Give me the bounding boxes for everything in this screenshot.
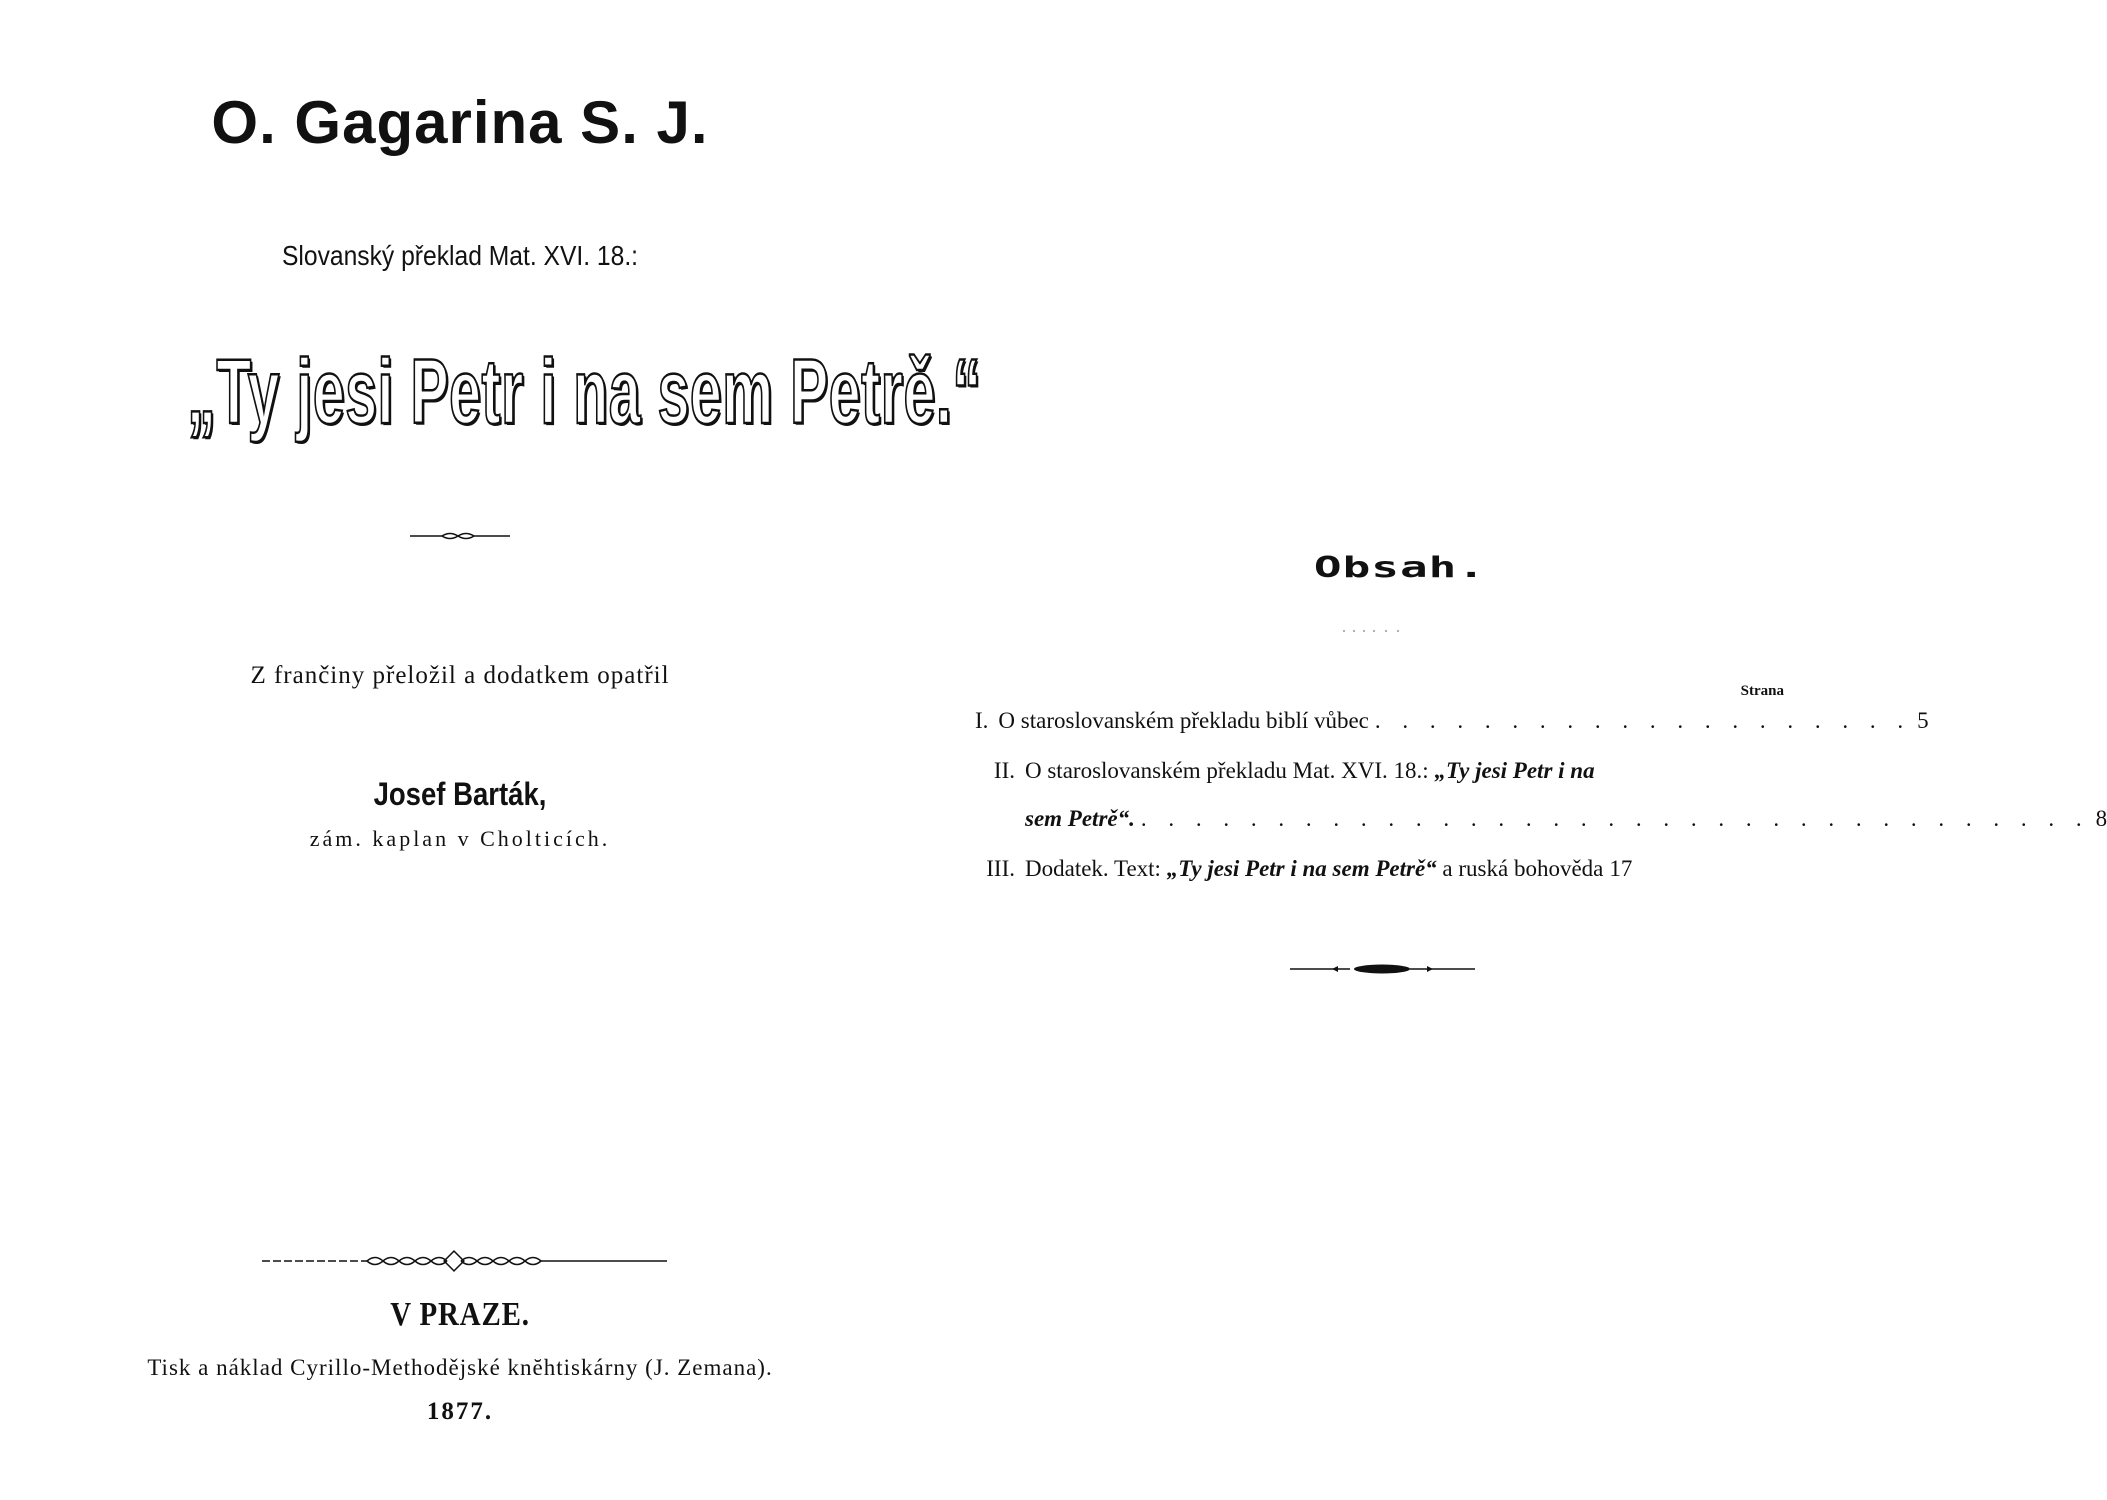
publication-place: V PRAZE. (390, 1296, 530, 1333)
contents-heading: Obsah. (1313, 550, 1487, 584)
toc-entry-number: II. (993, 758, 1015, 783)
translator-line: Z frančiny přeložil a dodatkem opatřil (250, 662, 670, 689)
subtitle: Slovanský překlad Mat. XVI. 18.: (281, 240, 639, 271)
contents-divider-ornament (1290, 962, 1475, 976)
toc-entry-page: 17 (1609, 856, 1633, 881)
small-divider-ornament (410, 530, 510, 542)
publisher-line: Tisk a náklad Cyrillo-Methodějské knĕhtiskárny (J. Zemana). (147, 1355, 773, 1380)
toc-entry-2[interactable] (975, 758, 1784, 784)
toc-leader-dots: . . . . . . . . . . . . . . . . . . . . (1374, 708, 1912, 733)
toc-entry-number: I. (975, 708, 989, 733)
toc-entry-page: 8 (2095, 806, 2107, 831)
translator-name: Josef Barták, (373, 776, 547, 812)
heading-dots-ornament (1340, 628, 1410, 634)
publication-year: 1877. (426, 1398, 494, 1425)
book-title: „Ty jesi Petr i na sem Petrě.“ (187, 341, 982, 443)
large-divider-ornament (262, 1250, 672, 1270)
toc-entry-title: O staroslovanském překladu biblí vůbec (998, 708, 1369, 733)
translator-role: zám. kaplan v Cholticích. (309, 826, 611, 851)
toc-entry-2-continuation[interactable] (1025, 806, 2107, 832)
toc-entry-1[interactable] (975, 708, 1929, 734)
toc-entry-title: O staroslovanském překladu Mat. XVI. 18.: „Ty jesi Petr i na (1025, 758, 1595, 783)
toc-entry-quote: „Ty jesi Petr i na sem Petrě“ (1166, 856, 1437, 881)
toc-entry-page: 5 (1917, 708, 1929, 733)
toc-entry-quote: „Ty jesi Petr i na (1434, 758, 1595, 783)
author-heading: O. Gagarina S. J. (211, 89, 709, 156)
toc-entry-3[interactable] (975, 856, 1784, 882)
toc-leader-dots: . . . . . . . . . . . . . . . . . . . . . . . . . . . . . . . . . . . (1140, 806, 2090, 831)
toc-entry-title: Dodatek. Text: „Ty jesi Petr i na sem Petrě“ a ruská bohověda (1025, 856, 1604, 881)
toc-entry-number: III. (986, 856, 1015, 881)
toc-entry-continuation: sem Petrě“. (1025, 806, 1135, 831)
page-column-label: Strana (1740, 683, 1784, 699)
